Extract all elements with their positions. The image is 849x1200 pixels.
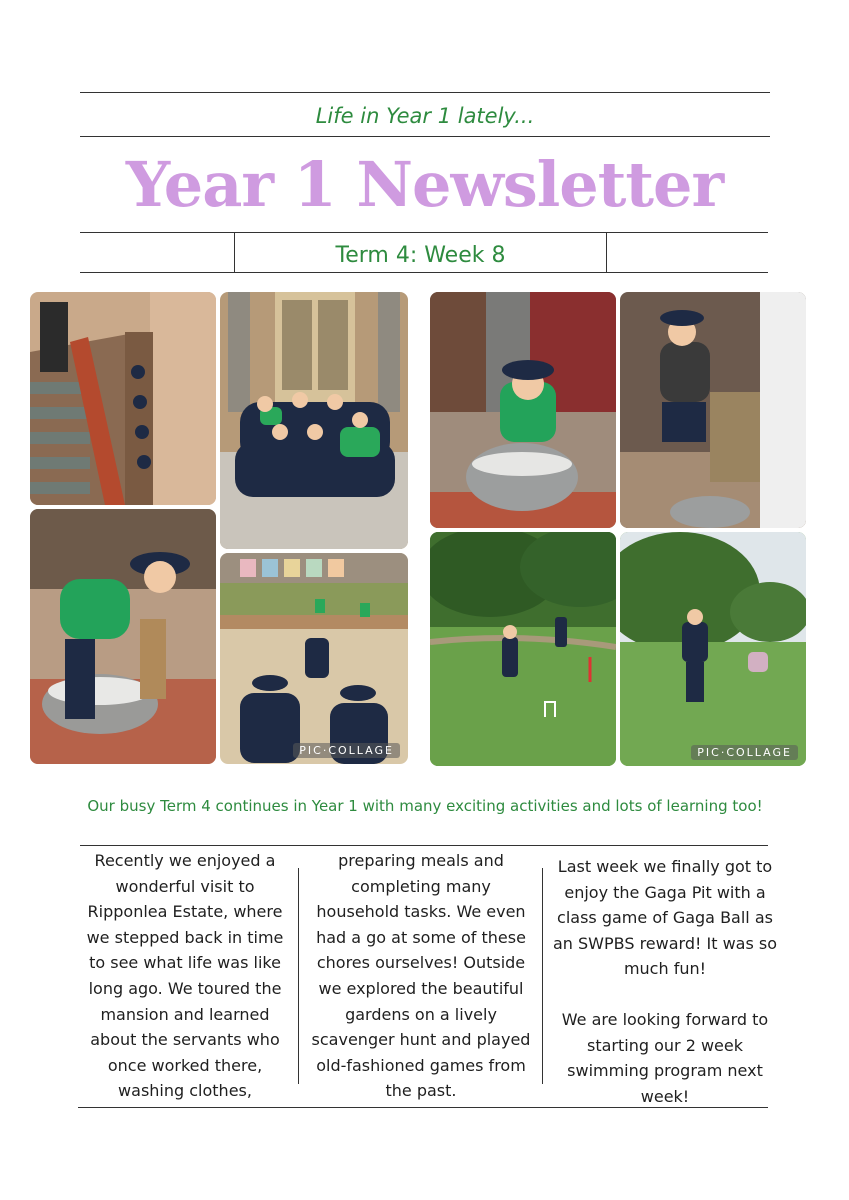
- washboard-photo: [30, 509, 216, 764]
- playground-photo: [220, 553, 408, 764]
- staircase-photo: [30, 292, 216, 505]
- column-1: [78, 848, 292, 1104]
- column-1-text: Recently we enjoyed a wonderful visit to Ripponlea Estate, where we stepped back in time to see what life was like long ago. We toured the mansion and learned about the servants who once worked there, washing clothes,: [86, 851, 284, 1101]
- croquet-photo: [430, 532, 616, 766]
- column-2: [308, 848, 534, 1104]
- mangle-photo: [620, 292, 806, 528]
- right-photo-collage: [430, 292, 806, 766]
- picollage-watermark-left: PIC·COLLAGE: [293, 743, 400, 758]
- garden-game-photo: [620, 532, 806, 766]
- column-3-paragraph-2: We are looking forward to starting our 2 week swimming program next week!: [561, 1009, 769, 1106]
- wash-tub-photo: [430, 292, 616, 528]
- subtitle-rule: [80, 136, 770, 137]
- column-3: [552, 854, 778, 1109]
- subtitle: Life in Year 1 lately...: [315, 104, 535, 128]
- column-divider-1: [298, 868, 299, 1084]
- column-2-text: preparing meals and completing many household tasks. We even had a go at some of these chores ourselves! Outside we explored the beautiful gardens on a lively scavenger hunt and played old-fashioned games from the past.: [311, 851, 531, 1101]
- term-top-rule: [80, 232, 768, 233]
- column-3-paragraph-1: Last week we finally got to enjoy the Gaga Pit with a class game of Gaga Ball as an SWPBS reward! It was so much fun!: [552, 857, 778, 979]
- top-rule: [80, 92, 770, 93]
- intro-text: Our busy Term 4 continues in Year 1 with many exciting activities and lots of learning too!: [87, 797, 763, 815]
- group-on-steps-photo: [220, 292, 408, 549]
- picollage-watermark-right: PIC·COLLAGE: [691, 745, 798, 760]
- term-week: Term 4: Week 8: [335, 243, 506, 268]
- page-title: Year 1 Newsletter: [125, 148, 724, 221]
- columns-top-rule: [80, 845, 768, 846]
- left-photo-collage: [30, 292, 408, 764]
- term-right-divider: [606, 232, 607, 272]
- columns-bottom-rule: [78, 1107, 768, 1108]
- column-divider-2: [542, 868, 543, 1084]
- term-bottom-rule: [80, 272, 768, 273]
